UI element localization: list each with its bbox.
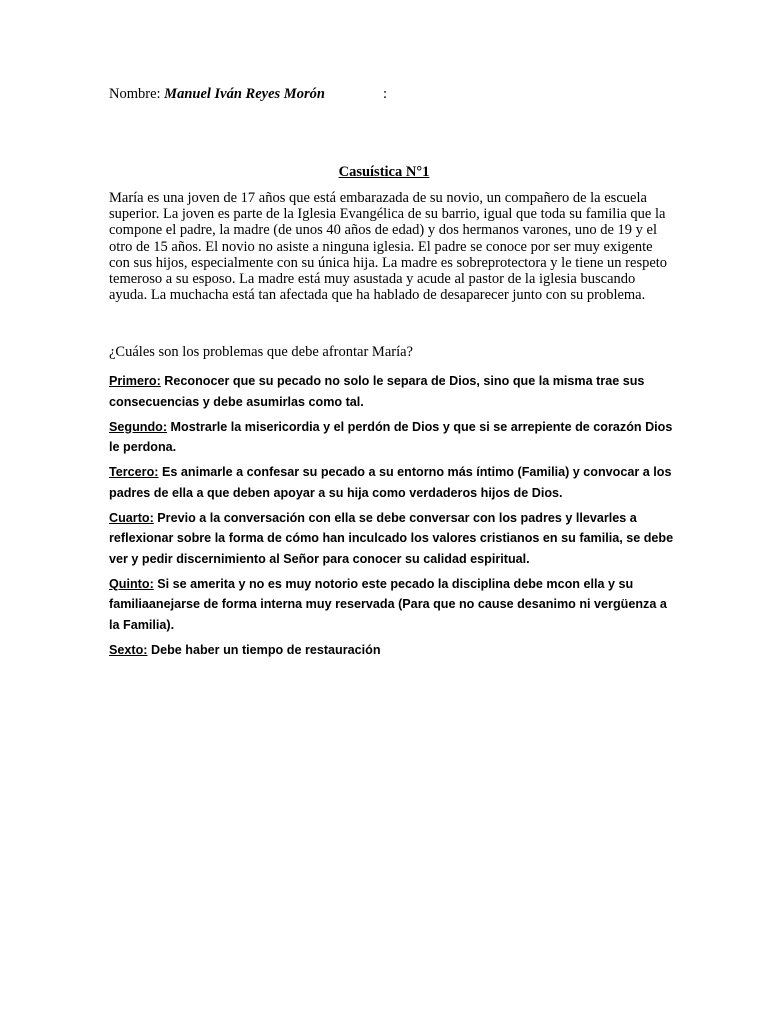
answer-text: familiaanejarse de forma interna muy reservada (Para que no cause desanimo ni vergüenza a bbox=[109, 597, 667, 611]
answer-label: Segundo: bbox=[109, 419, 168, 434]
paragraph-line: con sus hijos, especialmente con su única hija. La madre es sobreprotectora y le tiene un respeto bbox=[109, 254, 668, 271]
answer-text: le perdona. bbox=[109, 440, 177, 454]
question: ¿Cuáles son los problemas que debe afrontar María? bbox=[109, 344, 413, 360]
answer-item bbox=[109, 371, 669, 412]
answer-item bbox=[109, 640, 669, 661]
answer-label: Tercero: bbox=[109, 465, 159, 479]
answer-text: Reconocer que su pecado no solo le separa de Dios, sino que la misma trae sus bbox=[160, 374, 645, 388]
case-description bbox=[109, 190, 668, 304]
answer-text: Si se amerita y no es muy notorio este pecado la disciplina debe mcon ella y su bbox=[153, 576, 634, 591]
answer-text: consecuencias y debe asumirlas como tal. bbox=[109, 394, 364, 409]
paragraph-line: María es una joven de 17 años que está embarazada de su novio, un compañero de la escuela bbox=[109, 190, 647, 206]
answer-label: Primero: bbox=[109, 374, 161, 388]
student-name: Manuel Iván Reyes Morón bbox=[164, 86, 325, 102]
answer-text: Previo a la conversación con ella se debe conversar con los padres y llevarles a bbox=[153, 510, 637, 525]
answer-label: Cuarto: bbox=[109, 510, 154, 525]
answer-text: Es animarle a confesar su pecado a su entorno más íntimo (Familia) y convocar a los bbox=[158, 465, 672, 479]
answer-text: la Familia). bbox=[109, 617, 175, 632]
case-title bbox=[0, 164, 768, 181]
paragraph-line: ayuda. La muchacha está tan afectada que ha hablado de desaparecer junto con su problema. bbox=[109, 287, 646, 304]
answer-item bbox=[109, 462, 672, 503]
case-title-text: Casuística N°1 bbox=[338, 164, 430, 180]
answer-item bbox=[109, 574, 669, 636]
paragraph-line: temeroso a su esposo. La madre está muy asustada y acude al pastor de la iglesia buscando bbox=[109, 271, 636, 288]
paragraph-line: superior. La joven es parte de la Iglesia Evangélica de su barrio, igual que toda su familia que la bbox=[109, 206, 666, 223]
name-line bbox=[109, 86, 325, 103]
answer-label: Quinto: bbox=[109, 576, 154, 591]
answer-text: reflexionar sobre la forma de cómo han inculcado los valores cristianos en su familia, se debe bbox=[109, 531, 674, 545]
paragraph-line: otro de 15 años. El novio no asiste a ninguna iglesia. El padre se conoce por ser muy exigente bbox=[109, 238, 653, 255]
answer-text: Mostrarle la misericordia y el perdón de Dios y que si se arrepiente de corazón Dios bbox=[167, 419, 673, 434]
name-colon: : bbox=[383, 86, 388, 102]
answer-item bbox=[109, 417, 673, 458]
answer-item bbox=[109, 508, 674, 570]
answers-list bbox=[109, 371, 674, 665]
answer-text: padres de ella a que deben apoyar a su hija como verdaderos hijos de Dios. bbox=[109, 485, 563, 500]
answer-text: Debe haber un tiempo de restauración bbox=[147, 642, 381, 657]
name-label: Nombre: bbox=[109, 86, 161, 102]
answer-text: ver y pedir discernimiento al Señor para conocer su calidad espiritual. bbox=[109, 551, 530, 566]
paragraph-line: compone el padre, la madre (de unos 40 años de edad) y dos hermanos varones, uno de 19 y el bbox=[109, 222, 658, 239]
answer-label: Sexto: bbox=[109, 642, 148, 657]
